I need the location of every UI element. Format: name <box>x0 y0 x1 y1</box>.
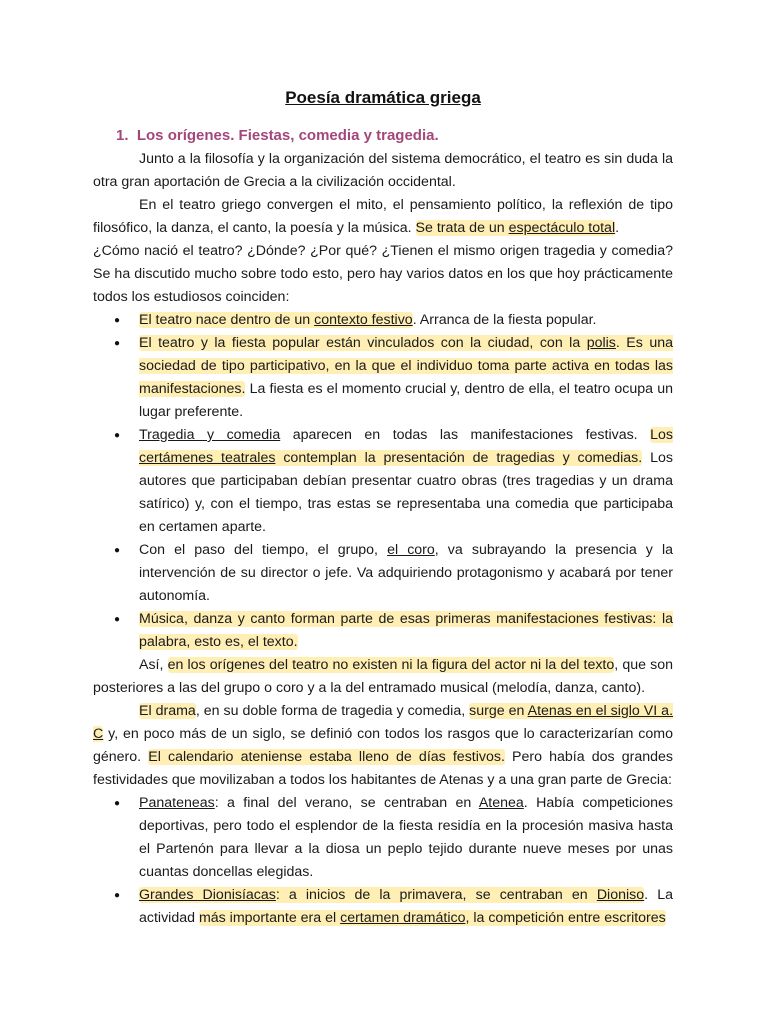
text-run: , en su doble forma de tragedia y comedia, <box>195 703 470 719</box>
list-item <box>93 608 673 654</box>
underlined-term: Atenas en el siglo VI a. C <box>93 703 674 742</box>
paragraph-intro: Junto a la filosofía y la organización del sistema democrático, el teatro es sin duda la otra gran aportación de Grecia a la civilización occidental. <box>93 151 673 190</box>
text-run: y, en poco más de un siglo, se definió con todos los rasgos que lo caracterizarían como género. <box>93 726 673 765</box>
text-run: contemplan la presentación de tragedias y comedias. <box>275 450 643 466</box>
highlighted-text <box>416 220 616 236</box>
text-run: : a inicios de la primavera, se centraban en <box>275 887 597 903</box>
list-item <box>93 424 673 539</box>
text-run: , que son posteriores a las del grupo o coro y a la del entramado musical (melodía, danza, canto). <box>93 657 673 696</box>
text-run: . <box>615 220 620 236</box>
text-run: Pero había dos grandes festividades que movilizaban a todos los habitantes de Atenas y a una gran parte de Grecia: <box>93 749 673 788</box>
text-run: Los <box>650 427 674 443</box>
highlighted-text <box>139 312 413 328</box>
underlined-term: contexto festivo <box>314 312 413 328</box>
highlighted-text: Música, danza y canto forman parte de esas primeras manifestaciones festivas: la palabra, esto es, el texto. <box>139 611 673 650</box>
underlined-term: certamen dramático <box>340 910 466 926</box>
text-run: Los autores que participaban debían presentar cuatro obras (tres tragedias y un drama satírico) y, con el tiempo, tras estas se representaba una comedia que participaba en certamen aparte. <box>139 450 673 535</box>
section-title: Los orígenes. Fiestas, comedia y tragedia. <box>136 127 439 144</box>
text-run: surge en <box>469 703 528 719</box>
text-run: El teatro y la fiesta popular están vinculados con la ciudad, con la <box>139 335 587 351</box>
underlined-term: el coro <box>387 542 435 558</box>
list-item <box>93 309 673 332</box>
festivals-list <box>93 792 673 930</box>
text-run: Con el paso del tiempo, el grupo, <box>139 542 388 558</box>
underlined-term: espectáculo total <box>508 220 616 236</box>
text-run: Se trata de un <box>415 220 509 236</box>
underlined-term: Atenea <box>478 795 524 811</box>
underlined-term: polis <box>586 335 616 351</box>
section-number: 1. <box>116 127 129 144</box>
text-run: , la competición entre escritores <box>465 910 666 926</box>
text-run: Así, <box>139 657 168 673</box>
document-body <box>93 86 673 930</box>
list-item <box>93 539 673 608</box>
list-item <box>93 792 673 884</box>
text-run: , va subrayando la presencia y la intervención de su director o jefe. Va adquiriendo protagonismo y acabará por tener autonomía. <box>139 542 673 604</box>
underlined-term: Dioniso <box>596 887 645 903</box>
section-heading <box>93 124 673 148</box>
underlined-term: Grandes Dionisíacas <box>139 887 276 903</box>
text-run: : a final del verano, se centraban en <box>214 795 479 811</box>
highlighted-text: El drama <box>139 703 196 719</box>
underlined-term: Panateneas <box>139 795 215 811</box>
text-run: más importante era el <box>198 910 341 926</box>
underlined-term: Tragedia y comedia <box>139 427 281 443</box>
paragraph-origins <box>93 654 673 700</box>
text-run: . La actividad <box>139 887 673 926</box>
text-run: . Es una sociedad de tipo participativo, en la que el individuo toma parte activa en todas las manifestaciones. <box>139 335 673 397</box>
underlined-term: certámenes teatrales <box>139 450 276 466</box>
highlighted-text: en los orígenes del teatro no existen ni la figura del actor ni la del texto <box>167 657 615 673</box>
highlighted-text: El calendario ateniense estaba lleno de días festivos. <box>148 749 505 765</box>
text-run: El teatro nace dentro de un <box>139 312 315 328</box>
text-run: La fiesta es el momento crucial y, dentro de ella, el teatro ocupa un lugar preferente. <box>139 381 673 420</box>
highlighted-text <box>139 887 644 903</box>
text-run: . Había competiciones deportivas, pero todo el esplendor de la fiesta residía en la procesión masiva hasta el Partenón para llevar a la diosa un peplo tejido durante nueve meses por unas cuantas doncellas elegidas. <box>139 795 674 880</box>
text-run: aparecen en todas las manifestaciones festivas. <box>280 427 651 443</box>
paragraph-drama <box>93 700 673 792</box>
text-run: . Arranca de la fiesta popular. <box>412 312 597 328</box>
list-item <box>93 884 673 930</box>
highlighted-text <box>199 910 666 926</box>
paragraph-convergence <box>93 194 673 240</box>
origins-list <box>93 309 673 654</box>
list-item <box>93 332 673 424</box>
text-run: En el teatro griego convergen el mito, el pensamiento político, la reflexión de tipo filosófico, la danza, el canto, la poesía y la música. <box>93 197 673 236</box>
page-title: Poesía dramática griega <box>285 88 481 107</box>
paragraph-questions: ¿Cómo nació el teatro? ¿Dónde? ¿Por qué? ¿Tienen el mismo origen tragedia y comedia? Se ha discutido mucho sobre todo esto, pero hay varios datos en los que hoy prácticamente todos los estudiosos coinciden: <box>93 243 673 305</box>
